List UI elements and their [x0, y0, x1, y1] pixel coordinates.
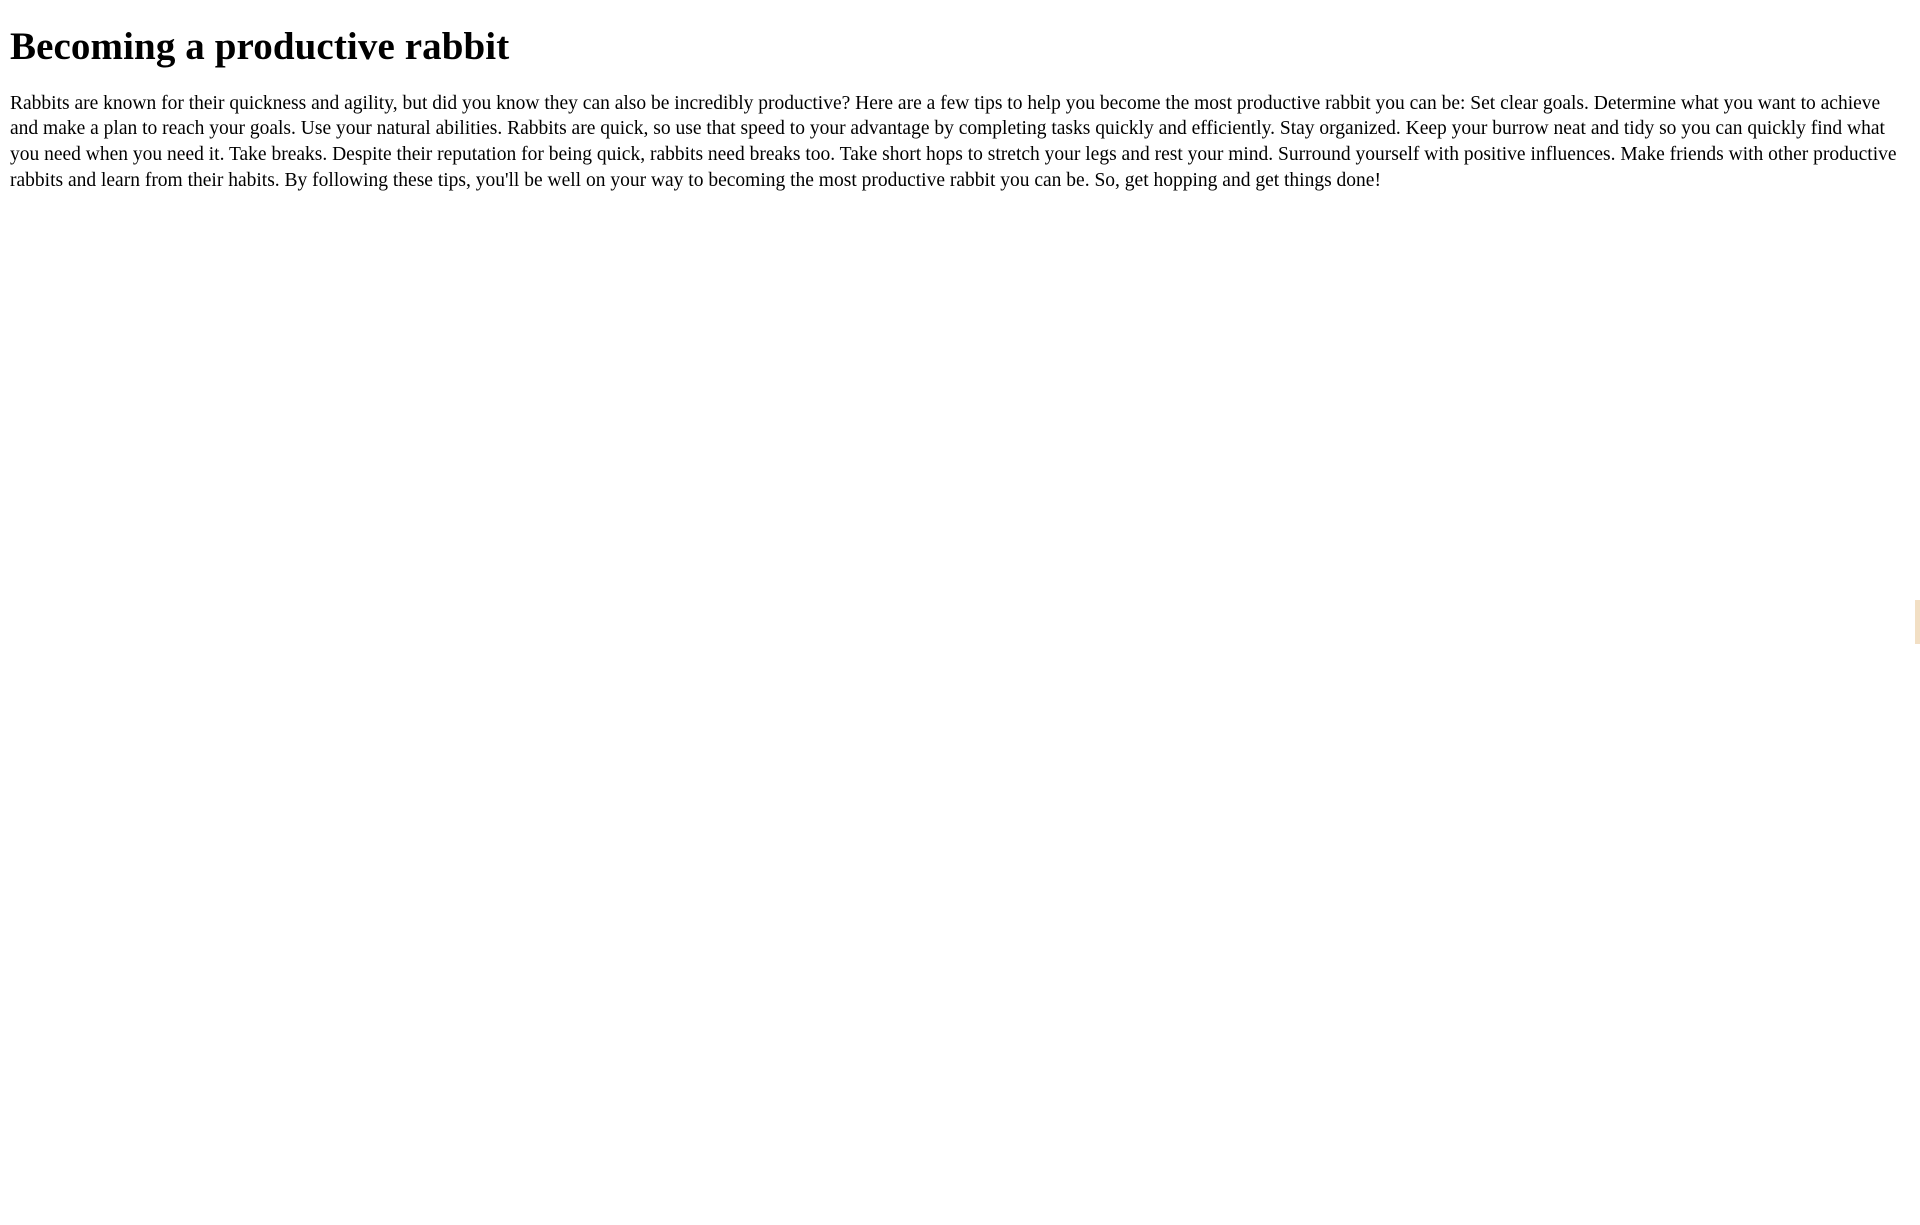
document-page [0, 25, 1920, 1225]
page-title: Becoming a productive rabbit [10, 25, 510, 68]
document-body-paragraph: Rabbits are known for their quickness and agility, but did you know they can also be incredibly productive? Here are a few tips to help you become the most productive rabbit you can be: Set clear goals. Determine what you want to achieve and make a plan to reach your goals. Use your natural abilities. Rabbits are quick, so use that speed to your advantage by completing tasks quickly and efficiently. Stay organized. Keep your burrow neat and tidy so you can quickly find what you need when you need it. Take breaks. Despite their reputation for being quick, rabbits need breaks too. Take short hops to stretch your legs and rest your mind. Surround yourself with positive influences. Make friends with other productive rabbits and learn from their habits. By following these tips, you'll be well on your way to becoming the most productive rabbit you can be. So, get hopping and get things done! [10, 92, 1897, 191]
scrollbar-thumb[interactable] [1915, 600, 1920, 644]
